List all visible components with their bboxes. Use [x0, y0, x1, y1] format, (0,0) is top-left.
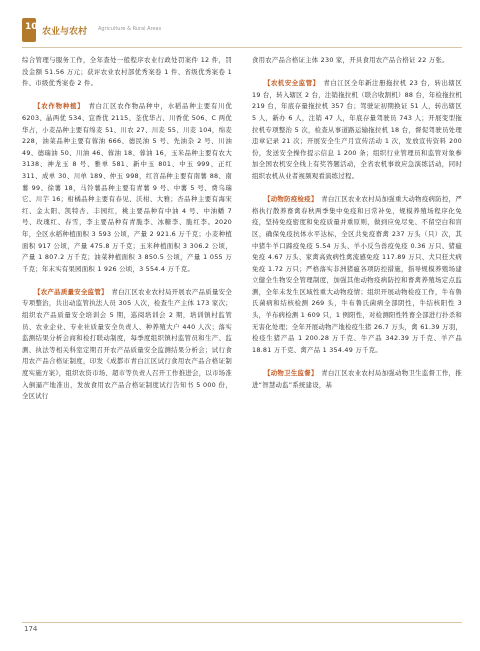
- section-body: 青白江区农业农村局加强重大动物疫病防控，严格执行散养畜禽春秋两季集中免疫和日常补免，规模养殖场程序化免疫，坚持免疫密度和免疫质量并重原则，做到应免尽免、不留空白和盲区，确保免疫抗体水平达标，全区共免疫畜禽 237 万头（只）次，其中猪牛羊口蹄疫免疫 5.54 万头、羊小反刍兽疫免疫 0.36 万只、猪瘟免疫 4.67 万头、家禽高致病性禽流感免疫 117.89 万只、犬只狂犬病免疫 1.72 万只；严格落实非洲猪瘟各项防控措施，指导规模养殖场建立健全生物安全管理制度，加强其他动物疫病防控和畜禽养殖场定点监测，全年未发生区域性重大动物疫情；组织开展动物检疫工作，牛布鲁氏菌病和结核检测 269 头，牛布鲁氏菌病全部阴性，牛结核阳性 3 头，羊布病检测 1 609 只，1 例阳性，对检测阳性牲畜全部进行扑杀和无害化处理；全年开展动物产地检疫生猪 26.7 万头，禽 61.39 万羽，检疫生猪产品 1 200.28 万千克、牛产品 342.39 万千克、羊产品 18.81 万千克、禽产品 1 354.49 万千克。: [252, 195, 463, 354]
- section-heading: 【动物防疫检疫】: [264, 195, 315, 204]
- section-body: 青白江区全年新注册拖拉机 23 台，转出辖区 19 台，转入辖区 2 台，注销拖拉机（联合收割机）88 台，年检拖拉机 219 台，年底存量拖拉机 357 台；驾驶证初期换证 51 人，转出辖区 5 人，新办 6 人，注销 47 人，年底存量驾驶员 743 人；开展变型拖拉机专项整治 5 次，检查从事道路运输拖拉机 18 台，督促驾驶员处理违章记录 21 次；开展安全生产月宣传活动 1 次，发放宣传资料 200 份，发送安全操作提示信息 1 200 条；组织行业管理员和监管对象参加全国农机安全线上有奖答题活动，全省农机事故应急演练活动，同时组织农机从业者视频观看演练过程。: [252, 79, 463, 180]
- section-product-quality: [22, 287, 232, 403]
- section-animal-health: [252, 368, 462, 391]
- section-heading: 【动物卫生监督】: [264, 369, 315, 378]
- section-logo-icon: [22, 18, 36, 42]
- paragraph-continued: 综合管理与服务工作，全年查处一般程序农业行政处罚案件 12 件，罚没金额 51.56 万元；获评农业农村部优秀案卷 1 件、省级优秀案卷 1 件、市级优秀案卷 2 件。: [22, 56, 232, 88]
- right-column: [252, 55, 462, 403]
- section-title-english: Agriculture & Rural Areas: [98, 26, 162, 32]
- page-number: 174: [24, 625, 38, 633]
- left-column: [22, 55, 232, 414]
- section-crop-planting: [22, 101, 232, 275]
- section-heading: 【农作物种植】: [34, 102, 82, 111]
- paragraph-continued: 食用农产品合格证主体 230 家，开具食用农产品合格证 22 万张。: [252, 56, 449, 64]
- section-body: 青白江区农业农村局加强动物卫生监督工作，推进“智慧动监”系统建设，基: [252, 369, 462, 389]
- footer-divider: [22, 622, 462, 623]
- section-heading: 【农机安全监管】: [264, 79, 317, 88]
- logo-number: 10: [25, 22, 38, 32]
- page-header: [22, 10, 462, 46]
- section-title: 农业与农村: [42, 27, 88, 37]
- section-body: 青白江区农作物品种中，水稻品种主要有川优 6203、晶两优 534、宜香优 2115、荃优华占、川香优 506、C 两优华占，小麦品种主要有绵麦 51、川农 27、川麦 55、川麦 104，绵麦 228，油菜品种主要有蓉油 666、德民油 5 号、先油杂 2 号、川油 49、德瑞油 50、川油 46、蓉油 18、蓉油 16，玉米品种主要有农大 3138、神龙玉 8 号、雅单 581、新中玉 801、中玉 999、正红 311、成单 30、川单 189、仲玉 998，红苕品种主要有南薯 88、南薯 99、徐薯 18，马铃薯品种主要有青薯 9 号、中薯 5 号、费乌瑞它、川芋 16；柑橘品种主要有春见、沃柑、大雅；杏品种主要有海宋红、金太阳、凯特杏、丰园红，桃主要品种有中油 4 号、中油蟠 7 号、玫瑰红、春雪，李主要品种有青脆李、冰糖李、脆红李。2020 年，全区水稻种植面积 3 593 公顷，产量 2 921.6 万千克；小麦种植面积 917 公顷，产量 475.8 万千克；玉米种植面积 3 306.2 公顷，产量 1 807.2 万千克；油菜种植面积 3 850.5 公顷，产量 1 055 万千克；年末实有果园面积 1 926 公顷，3 554.4 万千克。: [22, 102, 233, 273]
- section-body: 青白江区农业农村局开展农产品质量安全专项整治，共出动监管执法人员 305 人次，检查生产主体 173 家次；组织农产品质量安全培训会 5 期，巡阅培训会 2 期，培训镇村监管员、农业企业、专业社质量安全负责人、种养殖大户 440 人次；落实监测结果分析会商和检打联动制度，每季度组织镇村监管员和生产、监测、执法等相关科室定期召开农产品质量安全监测结果分析会；试行食用农产品合格证制度，印发《成都市青白江区试行食用农产品合格证制度实施方案》，组织农资市场、超市等负责人召开工作推进会，以市场准入倒逼产地准出，发放食用农产品合格证制度试行告知书 5 000 份，全区试行: [22, 287, 232, 401]
- section-heading: 【农产品质量安全监管】: [34, 287, 105, 296]
- section-animal-epidemic: [252, 194, 462, 356]
- header-divider: [22, 47, 462, 48]
- section-machinery-safety: [252, 78, 462, 182]
